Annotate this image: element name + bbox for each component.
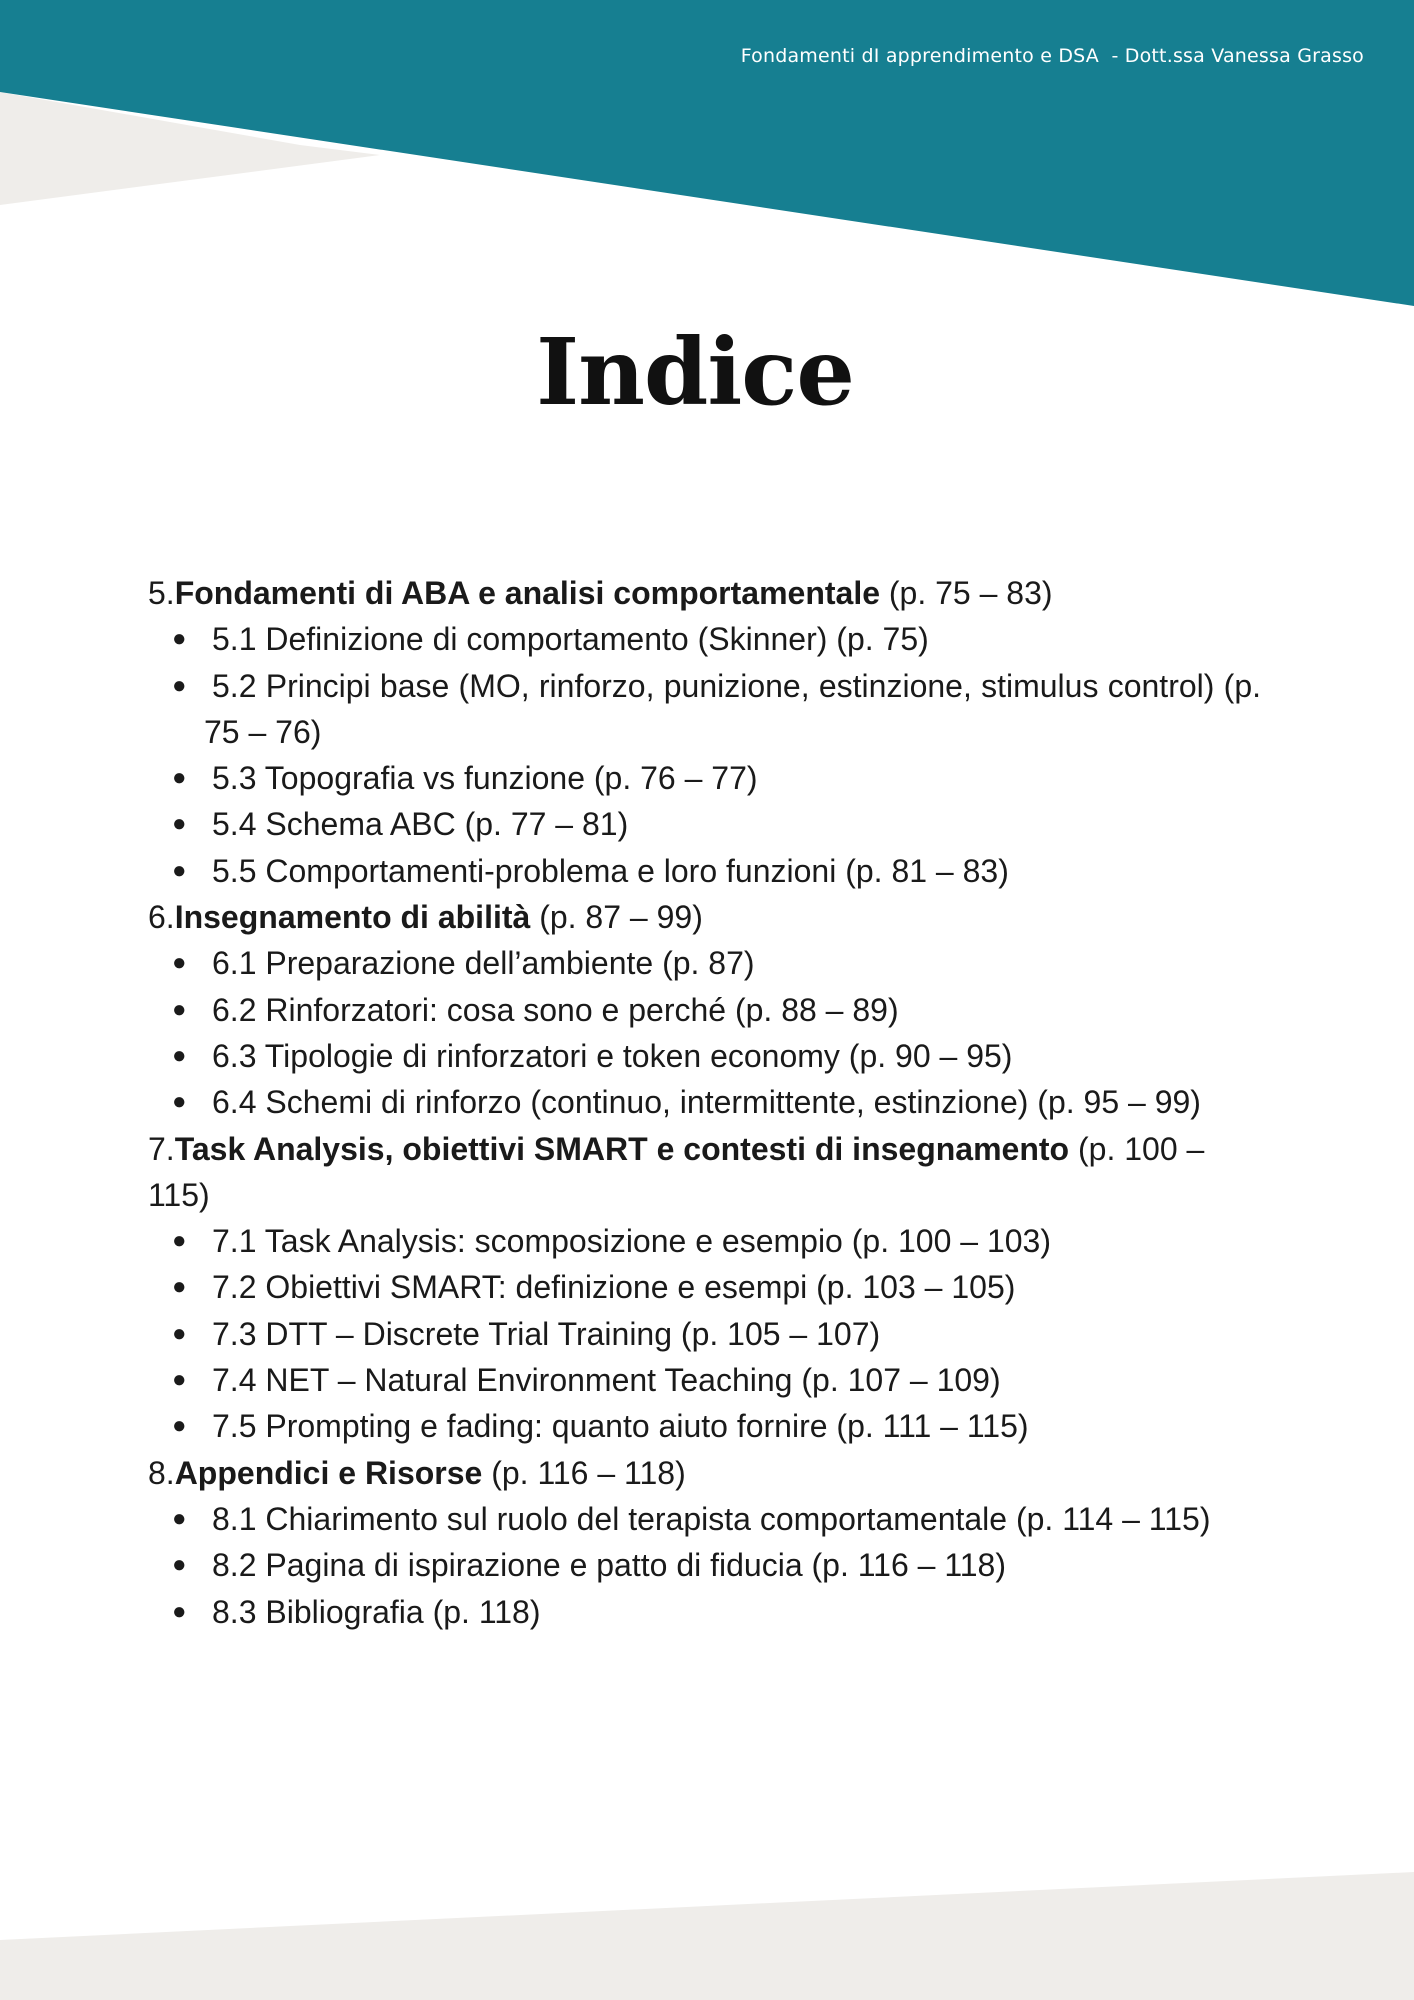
- bullet-icon: ●: [172, 1041, 187, 1069]
- toc-section-heading: [148, 894, 1261, 940]
- toc-subitem: [148, 1311, 1261, 1357]
- bullet-icon: ●: [172, 1319, 187, 1347]
- toc-subitem-text: 7.4 NET – Natural Environment Teaching (p. 107 – 109): [212, 1362, 1001, 1399]
- section-number: 8.: [148, 1454, 175, 1491]
- bullet-icon: ●: [172, 1366, 187, 1394]
- toc-subitem-text: 5.2 Principi base (MO, rinforzo, punizione, estinzione, stimulus control) (p. 75 – 76): [204, 667, 1261, 750]
- toc-subitem-text: 6.2 Rinforzatori: cosa sono e perché (p. 88 – 89): [212, 991, 899, 1028]
- bullet-icon: ●: [172, 1551, 187, 1579]
- toc-subitem-text: 5.1 Definizione di comportamento (Skinner) (p. 75): [212, 621, 929, 658]
- toc-subitem: [148, 1589, 1261, 1635]
- toc-section-heading: [148, 1450, 1261, 1496]
- bullet-icon: ●: [172, 1273, 187, 1301]
- table-of-contents: [148, 570, 1261, 1635]
- toc-subitem: [148, 616, 1261, 662]
- bullet-icon: ●: [172, 810, 187, 838]
- toc-subitem-text: 6.3 Tipologie di rinforzatori e token economy (p. 90 – 95): [212, 1037, 1013, 1074]
- bullet-icon: ●: [172, 856, 187, 884]
- bottom-beige-band: [0, 1872, 1414, 2000]
- bullet-icon: ●: [172, 995, 187, 1023]
- toc-subitem-text: 5.3 Topografia vs funzione (p. 76 – 77): [212, 760, 758, 797]
- bullet-icon: ●: [172, 1088, 187, 1116]
- toc-subitem-text: 8.3 Bibliografia (p. 118): [212, 1593, 541, 1630]
- toc-subitem-text: 7.3 DTT – Discrete Trial Training (p. 105 – 107): [212, 1315, 881, 1352]
- bullet-icon: ●: [172, 949, 187, 977]
- toc-section-heading: [148, 570, 1261, 616]
- toc-subitem-text: 7.1 Task Analysis: scomposizione e esempio (p. 100 – 103): [212, 1223, 1051, 1260]
- toc-subitem: [148, 755, 1261, 801]
- toc-subitem: [148, 1079, 1261, 1125]
- bullet-icon: ●: [172, 764, 187, 792]
- section-number: 5.: [148, 575, 175, 611]
- toc-subitem-list: [148, 1218, 1261, 1449]
- section-pages: (p. 87 – 99): [530, 899, 703, 936]
- toc-subitem: [148, 940, 1261, 986]
- toc-subitem-text: 6.1 Preparazione dell’ambiente (p. 87): [212, 945, 755, 982]
- bullet-icon: ●: [172, 1412, 187, 1440]
- section-pages: (p. 116 – 118): [482, 1454, 686, 1491]
- bullet-icon: ●: [172, 1227, 187, 1255]
- toc-subitem: [148, 1542, 1261, 1588]
- page-title: Indice: [536, 318, 854, 426]
- toc-subitem-list: [148, 1496, 1261, 1635]
- bullet-icon: ●: [172, 671, 187, 699]
- header-text: Fondamenti dI apprendimento e DSA - Dott.ssa Vanessa Grasso: [740, 45, 1364, 67]
- toc-subitem: [148, 1496, 1261, 1542]
- toc-subitem-text: 5.4 Schema ABC (p. 77 – 81): [212, 806, 629, 843]
- toc-subitem-text: 7.5 Prompting e fading: quanto aiuto fornire (p. 111 – 115): [212, 1408, 1029, 1445]
- toc-subitem-text: 8.2 Pagina di ispirazione e patto di fiducia (p. 116 – 118): [212, 1547, 1006, 1584]
- bullet-icon: ●: [172, 625, 187, 653]
- section-title: Appendici e Risorse: [174, 1454, 483, 1491]
- toc-subitem: [148, 987, 1261, 1033]
- section-title: Task Analysis, obiettivi SMART e contesti di insegnamento: [174, 1130, 1070, 1167]
- toc-subitem: [148, 1357, 1261, 1403]
- toc-subitem: [148, 1403, 1261, 1449]
- toc-subitem-list: [148, 940, 1261, 1125]
- toc-subitem: [148, 1033, 1261, 1079]
- section-number: 7.: [148, 1130, 175, 1167]
- section-pages: (p. 75 – 83): [880, 575, 1053, 611]
- toc-subitem: [148, 1264, 1261, 1310]
- toc-subitem: [148, 1218, 1261, 1264]
- toc-subitem-text: 5.5 Comportamenti-problema e loro funzioni (p. 81 – 83): [212, 852, 1009, 889]
- toc-subitem-text: 8.1 Chiarimento sul ruolo del terapista comportamentale (p. 114 – 115): [212, 1500, 1211, 1537]
- section-number: 6.: [148, 899, 175, 936]
- bullet-icon: ●: [172, 1597, 187, 1625]
- section-title: Insegnamento di abilità: [174, 899, 531, 936]
- toc-subitem: [148, 801, 1261, 847]
- toc-subitem-text: 7.2 Obiettivi SMART: definizione e esempi (p. 103 – 105): [212, 1269, 1016, 1306]
- section-pages: (p. 100 – 115): [148, 1130, 1205, 1213]
- bullet-icon: ●: [172, 1504, 187, 1532]
- toc-subitem-text: 6.4 Schemi di rinforzo (continuo, intermittente, estinzione) (p. 95 – 99): [212, 1084, 1201, 1121]
- toc-section-heading: [148, 1126, 1261, 1219]
- toc-subitem: [148, 663, 1261, 756]
- section-title: Fondamenti di ABA e analisi comportamentale: [174, 575, 880, 611]
- toc-subitem: [148, 848, 1261, 894]
- toc-subitem-list: [148, 616, 1261, 894]
